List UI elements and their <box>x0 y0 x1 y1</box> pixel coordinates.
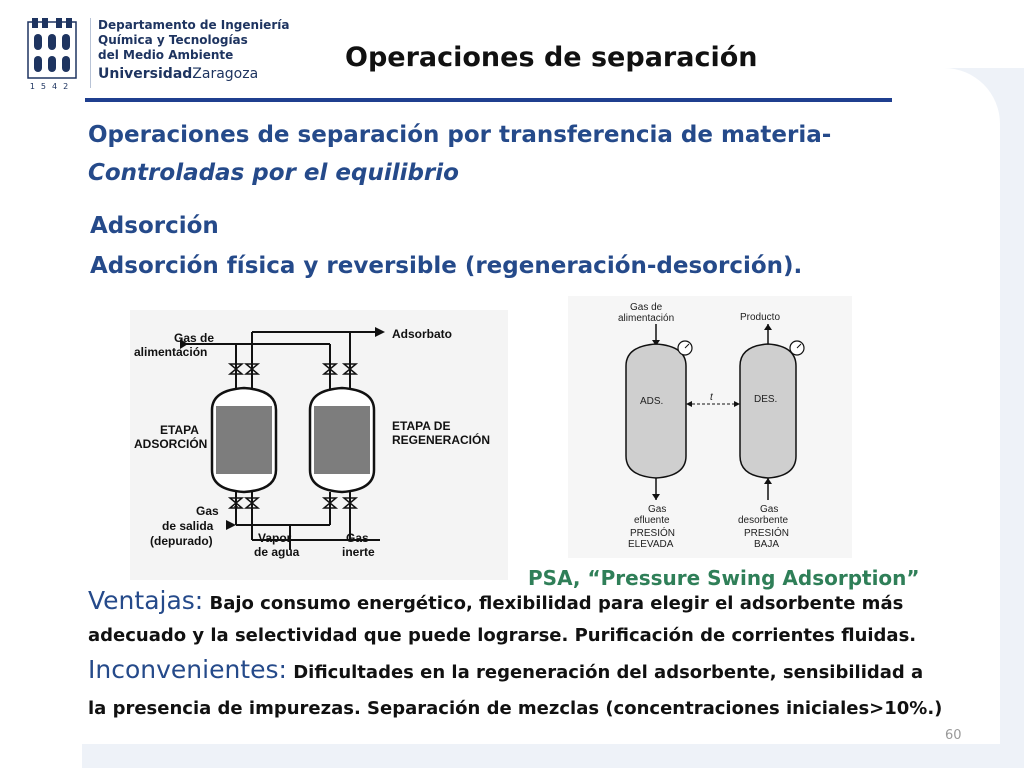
fig-right-feed-2: alimentación <box>618 313 675 324</box>
subtitle-line2: Controladas por el equilibrio <box>88 160 459 186</box>
fig-right-des: DES. <box>754 394 778 405</box>
fig-right-desorbent-2: desorbente <box>738 515 789 526</box>
fig-left-steam-1: Vapor <box>258 531 292 545</box>
fig-left-feed-2: alimentación <box>134 345 208 359</box>
fig-left-inert-2: inerte <box>342 545 375 559</box>
fig-right-highp-2: ELEVADA <box>628 539 674 550</box>
logo-department-line2: Química y Tecnologías <box>98 33 248 47</box>
fig-right-product: Producto <box>740 312 781 323</box>
fig-right-lowp-1: PRESIÓN <box>744 528 790 539</box>
advantages-text-line1: Bajo consumo energético, flexibilidad para elegir el adsorbente más <box>203 593 904 614</box>
fig-left-adsorbate: Adsorbato <box>392 327 452 341</box>
fig-left-outlet-1: Gas <box>196 504 219 518</box>
university-logo <box>12 6 290 96</box>
section-description: Adsorción física y reversible (regeneración-desorción). <box>90 253 803 279</box>
fig-right-highp-1: PRESIÓN <box>630 528 676 539</box>
fig-left-stage-reg-2: REGENERACIÓN <box>392 433 491 447</box>
page-number: 60 <box>945 728 962 743</box>
fig-left-steam-2: de agua <box>254 545 300 559</box>
logo-department-line1: Departamento de Ingeniería <box>98 18 290 32</box>
fig-right-feed-1: Gas de <box>630 302 663 313</box>
logo-university-name <box>98 66 258 82</box>
advantages-paragraph <box>88 584 988 651</box>
fig-right-effluent-1: Gas <box>648 504 667 515</box>
fig-left-stage-ads-2: ADSORCIÓN <box>134 437 208 451</box>
disadvantages-heading: Inconvenientes: <box>88 655 287 684</box>
disadvantages-text-line2: la presencia de impurezas. Separación de mezclas (concentraciones iniciales>10%.) <box>88 698 943 719</box>
fig-left-outlet-2: de salida <box>162 519 214 533</box>
advantages-heading: Ventajas: <box>88 586 204 615</box>
title-underline <box>85 98 892 102</box>
logo-separator <box>90 18 91 88</box>
fig-left-feed-1: Gas de <box>174 331 215 345</box>
fig-right-t: t <box>710 392 713 403</box>
logo-department-line3: del Medio Ambiente <box>98 48 234 62</box>
fig-left-stage-reg-1: ETAPA DE <box>392 419 451 433</box>
disadvantages-text-line1: Dificultades en la regeneración del adsorbente, sensibilidad a <box>286 662 924 683</box>
psa-diagram <box>568 296 852 558</box>
university-emblem-icon <box>26 16 78 80</box>
fig-left-outlet-3: (depurado) <box>150 534 213 548</box>
slide-title: Operaciones de separación <box>345 42 758 73</box>
section-heading: Adsorción <box>90 213 219 239</box>
fig-left-stage-ads-1: ETAPA <box>160 423 199 437</box>
logo-university-regular: Zaragoza <box>192 66 259 82</box>
fig-right-effluent-2: efluente <box>634 515 670 526</box>
advantages-text-line2: adecuado y la selectividad que puede lograrse. Purificación de corrientes fluidas. <box>88 625 917 646</box>
logo-year: 1542 <box>29 82 75 91</box>
adsorption-regeneration-diagram <box>130 310 508 580</box>
fig-right-lowp-2: BAJA <box>754 539 780 550</box>
logo-university-bold: Universidad <box>98 66 193 82</box>
psa-caption: PSA, “Pressure Swing Adsorption” <box>528 566 920 590</box>
subtitle-line1: Operaciones de separación por transferencia de materia- <box>88 122 832 148</box>
fig-left-inert-1: Gas <box>346 531 369 545</box>
fig-right-ads: ADS. <box>640 396 664 407</box>
fig-right-desorbent-1: Gas <box>760 504 779 515</box>
disadvantages-paragraph <box>88 653 988 728</box>
